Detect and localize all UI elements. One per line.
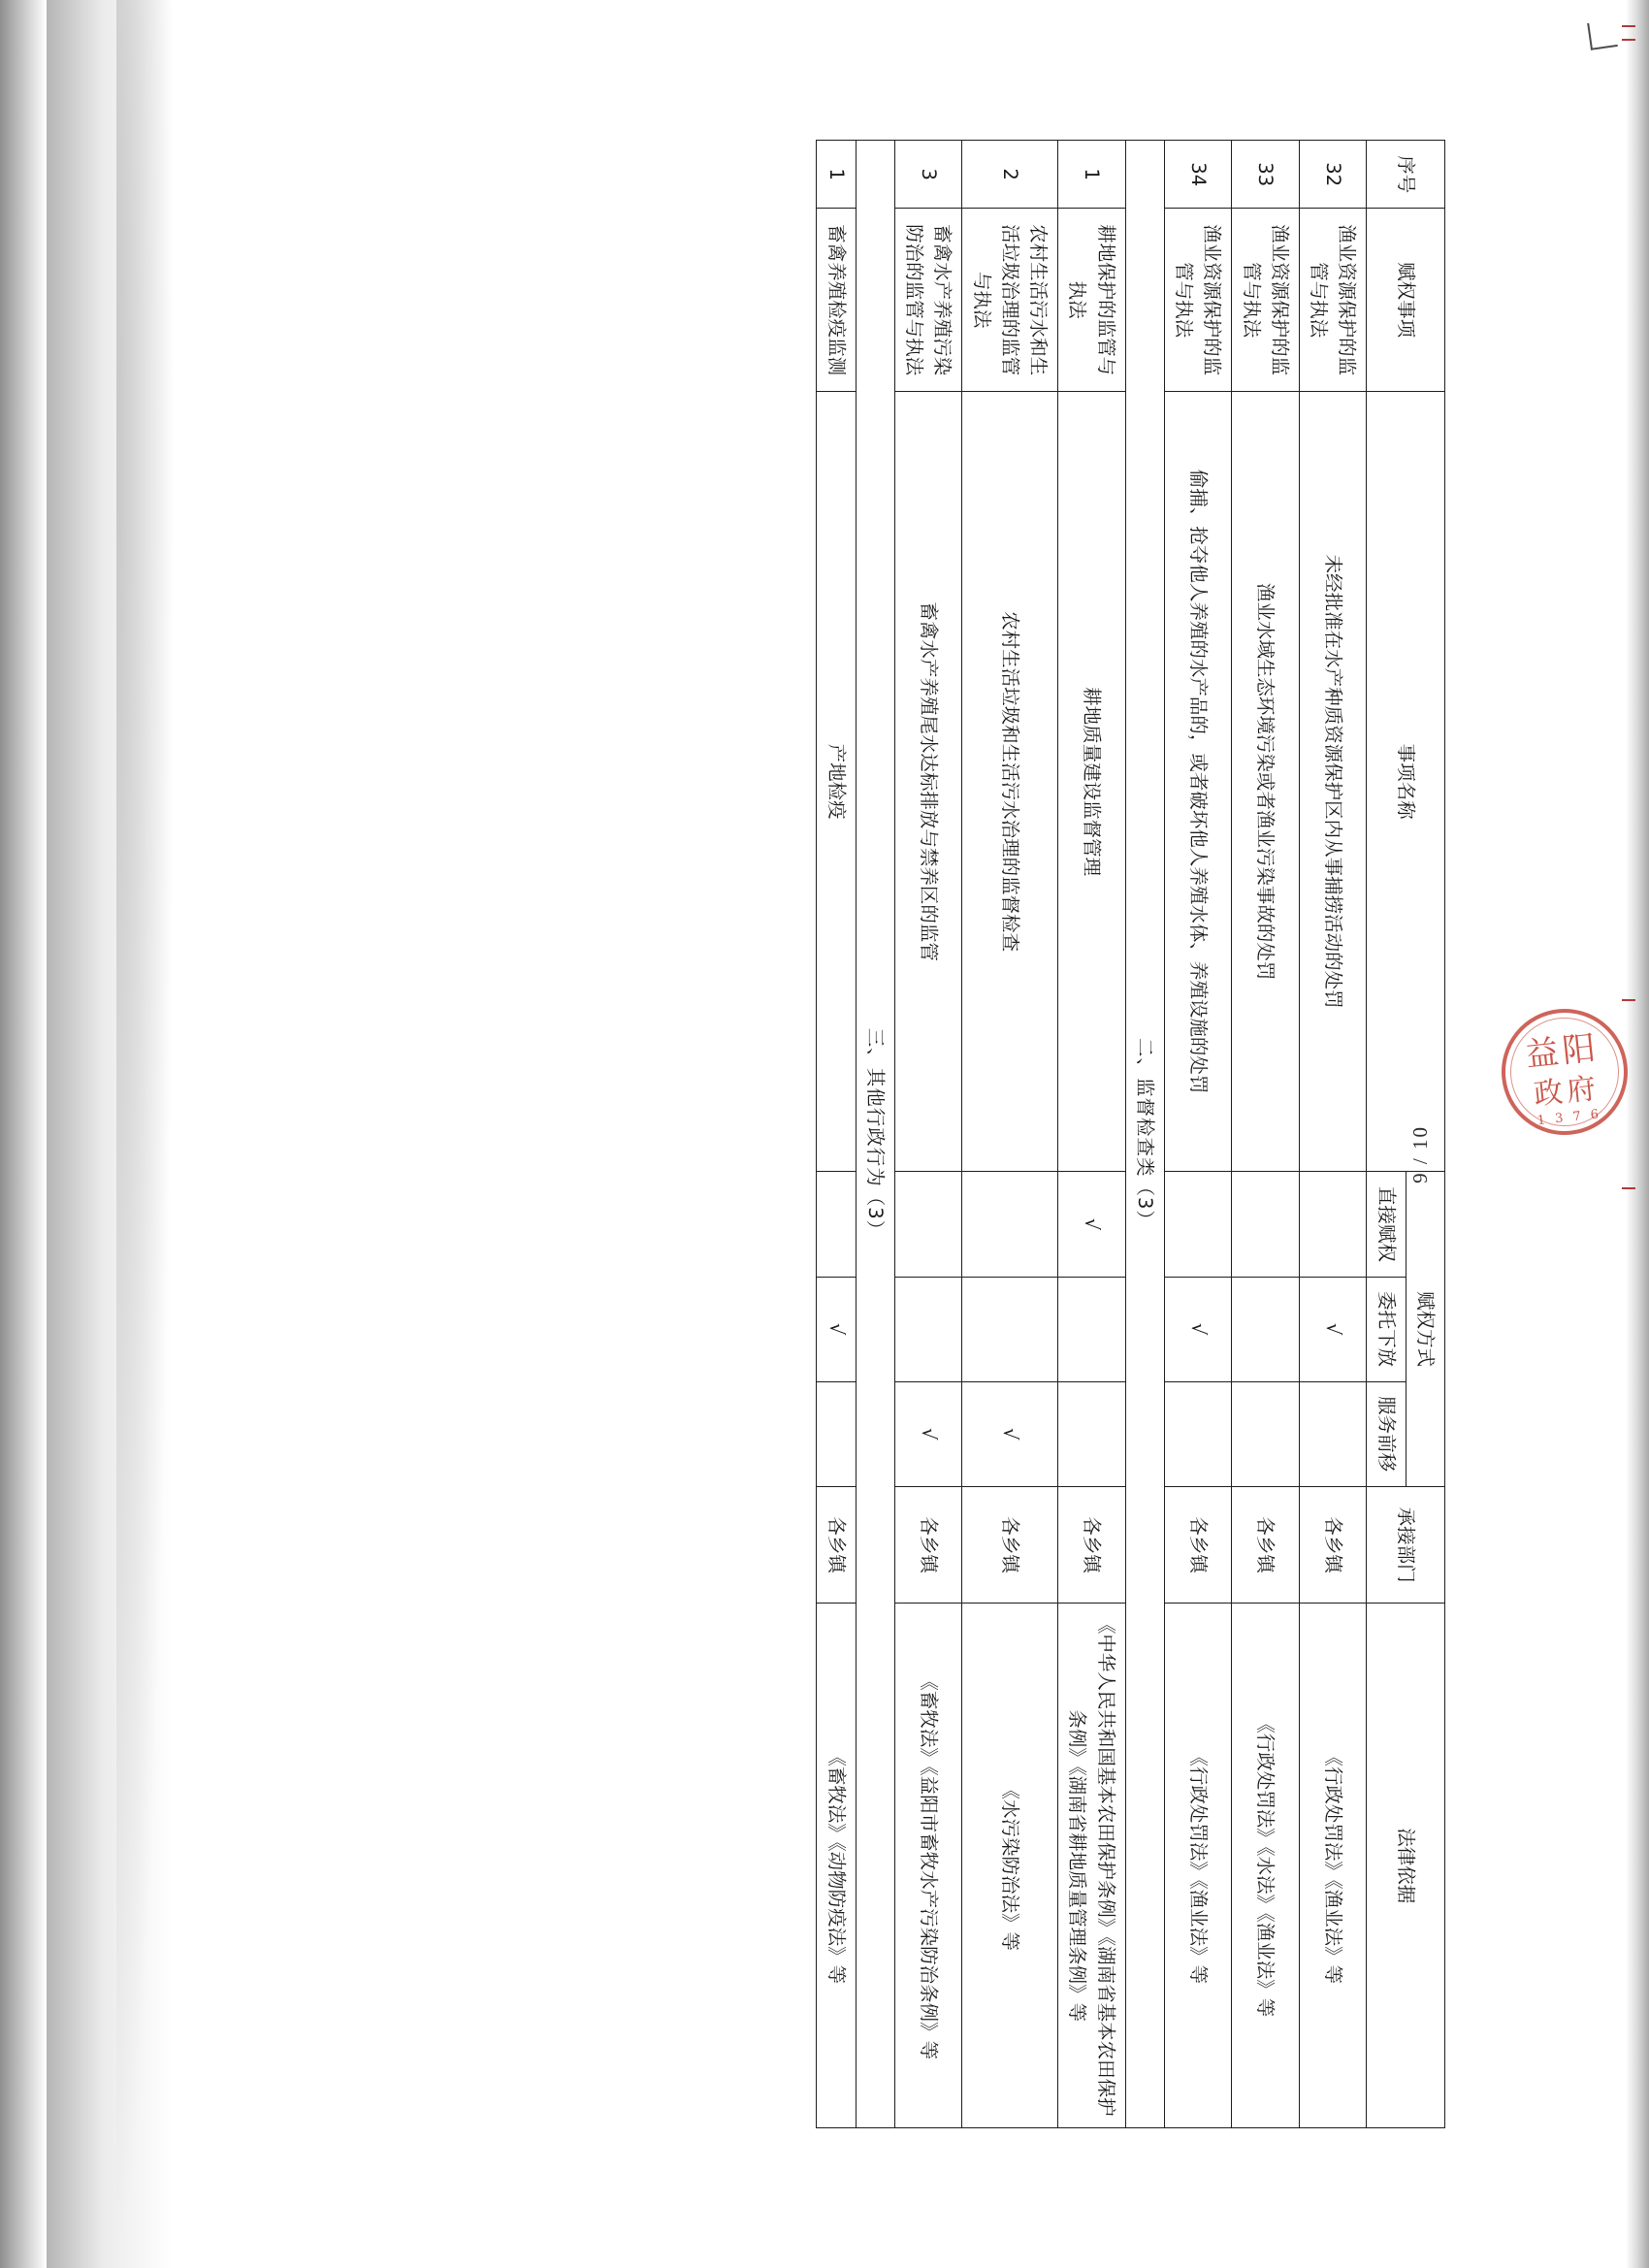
cell-way-direct — [962, 1172, 1058, 1277]
header-item: 赋权事项 — [1367, 209, 1445, 392]
cell-way-entrust: √ — [817, 1277, 856, 1381]
cell-item: 渔业资源保护的监管与执法 — [1165, 209, 1233, 392]
cell-item: 耕地保护的监管与执法 — [1058, 209, 1126, 392]
header-way-entrust: 委托下放 — [1367, 1277, 1406, 1381]
cell-way-direct — [1165, 1172, 1233, 1277]
cell-seq: 1 — [1058, 141, 1126, 209]
seal-text-line1: 益阳 — [1523, 1028, 1601, 1075]
cell-dept: 各乡镇 — [1300, 1486, 1368, 1604]
cell-law: 《畜牧法》《动物防疫法》等 — [817, 1604, 856, 2128]
cell-seq: 34 — [1165, 141, 1233, 209]
cell-name: 农村生活垃圾和生活污水治理的监督检查 — [962, 391, 1058, 1172]
cell-way-entrust — [1058, 1277, 1126, 1381]
cell-name: 产地检疫 — [817, 391, 856, 1172]
cell-way-service — [1165, 1381, 1233, 1486]
cell-dept: 各乡镇 — [817, 1486, 856, 1604]
cell-dept: 各乡镇 — [1058, 1486, 1126, 1604]
table-row — [1232, 141, 1300, 2128]
landscape-table-area — [204, 140, 1445, 2128]
cell-way-direct — [1300, 1172, 1368, 1277]
cell-seq: 2 — [962, 141, 1058, 209]
cell-name: 渔业水域生态环境污染或者渔业污染事故的处罚 — [1232, 391, 1300, 1172]
authorization-matters-table — [817, 140, 1446, 2128]
table-row — [1300, 141, 1368, 2128]
table-row — [1058, 141, 1126, 2128]
cell-item: 畜禽水产养殖污染防治的监管与执法 — [895, 209, 963, 392]
cell-item: 农村生活污水和生活垃圾治理的监管与执法 — [962, 209, 1058, 392]
cell-name: 耕地质量建设监督管理 — [1058, 391, 1126, 1172]
cell-law: 《行政处罚法》《水法》《渔业法》等 — [1232, 1604, 1300, 2128]
cell-way-service — [1300, 1381, 1368, 1486]
cell-way-service: √ — [962, 1381, 1058, 1486]
cell-dept: 各乡镇 — [1232, 1486, 1300, 1604]
seal-text-line2: 政府 — [1532, 1071, 1601, 1113]
cell-name: 偷捕、抢夺他人养殖的水产品的，或者破坏他人养殖水体、养殖设施的处罚 — [1165, 391, 1233, 1172]
page-number: 9 / 10 — [1408, 1125, 1432, 1183]
cell-law: 《水污染防治法》等 — [962, 1604, 1058, 2128]
table-section-row — [1125, 141, 1164, 2128]
section-title: 三、其他行政行为（3） — [856, 141, 894, 2128]
section-title: 二、监督检查类（3） — [1125, 141, 1164, 2128]
table-row — [1165, 141, 1233, 2128]
cell-way-service — [1232, 1381, 1300, 1486]
cell-law: 《行政处罚法》《渔业法》等 — [1300, 1604, 1368, 2128]
header-dept: 承接部门 — [1367, 1486, 1445, 1604]
cell-way-service — [1058, 1381, 1126, 1486]
table-body — [817, 141, 1367, 2128]
cell-way-entrust — [962, 1277, 1058, 1381]
table-row — [817, 141, 856, 2128]
cell-item: 渔业资源保护的监管与执法 — [1300, 209, 1368, 392]
header-name: 事项名称 — [1367, 391, 1445, 1172]
table-header-row-1 — [1406, 141, 1444, 2128]
header-seq: 序号 — [1367, 141, 1445, 209]
seal-text-line3: 1 3 7 6 — [1536, 1107, 1602, 1129]
cell-way-service — [817, 1381, 856, 1486]
table-row — [895, 141, 963, 2128]
cell-item: 渔业资源保护的监管与执法 — [1232, 209, 1300, 392]
cell-way-entrust — [1232, 1277, 1300, 1381]
cell-seq: 1 — [817, 141, 856, 209]
cell-way-entrust — [895, 1277, 963, 1381]
header-law: 法律依据 — [1367, 1604, 1445, 2128]
table-row — [962, 141, 1058, 2128]
cell-law: 《行政处罚法》《渔业法》等 — [1165, 1604, 1233, 2128]
cell-item: 畜禽养殖检疫监测 — [817, 209, 856, 392]
cell-dept: 各乡镇 — [962, 1486, 1058, 1604]
header-way-group: 赋权方式 — [1406, 1172, 1444, 1486]
cell-law: 《中华人民共和国基本农田保护条例》《湖南省基本农田保护条例》《湖南省耕地质量管理条例》等 — [1058, 1604, 1126, 2128]
cell-way-direct — [1232, 1172, 1300, 1277]
cell-dept: 各乡镇 — [895, 1486, 963, 1604]
cell-way-entrust: √ — [1165, 1277, 1233, 1381]
cell-name: 未经批准在水产种质资源保护区内从事捕捞活动的处罚 — [1300, 391, 1368, 1172]
header-way-direct: 直接赋权 — [1367, 1172, 1406, 1277]
cell-way-direct: √ — [1058, 1172, 1126, 1277]
cell-way-entrust: √ — [1300, 1277, 1368, 1381]
cell-law: 《畜牧法》《益阳市畜牧水产污染防治条例》等 — [895, 1604, 963, 2128]
cell-seq: 3 — [895, 141, 963, 209]
table-section-row — [856, 141, 894, 2128]
cell-seq: 32 — [1300, 141, 1368, 209]
cell-way-direct — [817, 1172, 856, 1277]
cell-seq: 33 — [1232, 141, 1300, 209]
cell-way-service: √ — [895, 1381, 963, 1486]
cell-dept: 各乡镇 — [1165, 1486, 1233, 1604]
cell-way-direct — [895, 1172, 963, 1277]
cell-name: 畜禽水产养殖尾水达标排放与禁养区的监管 — [895, 391, 963, 1172]
header-way-service: 服务前移 — [1367, 1381, 1406, 1486]
